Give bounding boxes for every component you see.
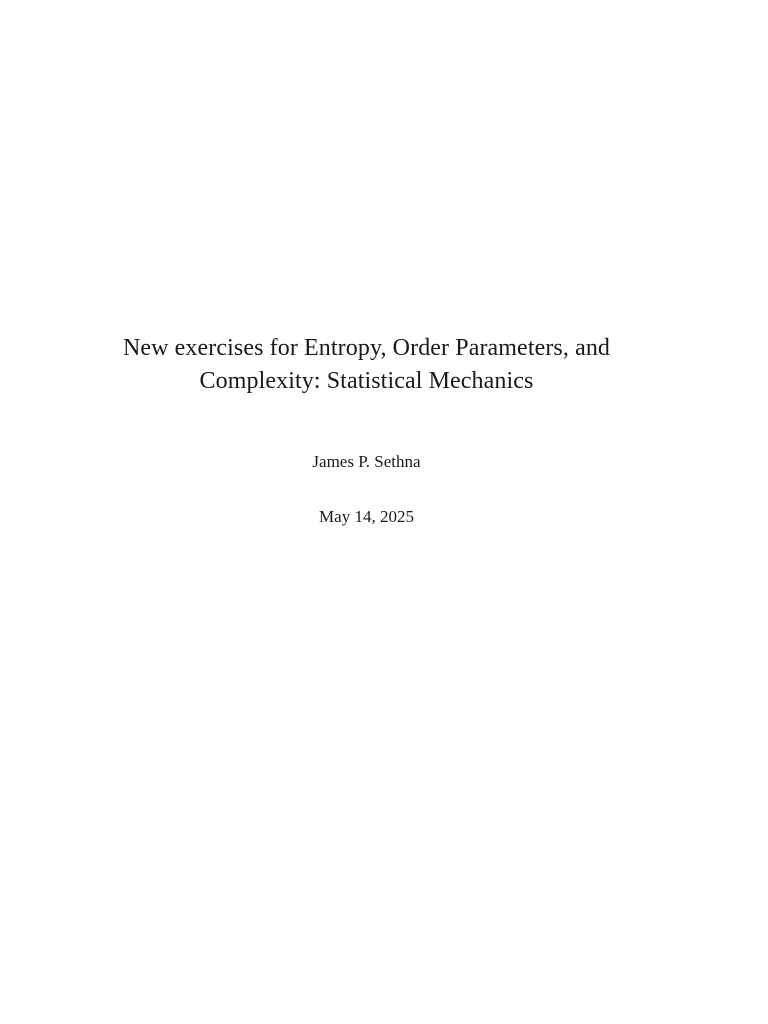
title-line-1: New exercises for Entropy, Order Parameters, and xyxy=(122,335,611,361)
document-title xyxy=(0,332,733,398)
document-date: May 14, 2025 xyxy=(319,507,414,526)
title-line-2: Complexity: Statistical Mechanics xyxy=(199,368,534,394)
document-author: James P. Sethna xyxy=(312,452,421,471)
